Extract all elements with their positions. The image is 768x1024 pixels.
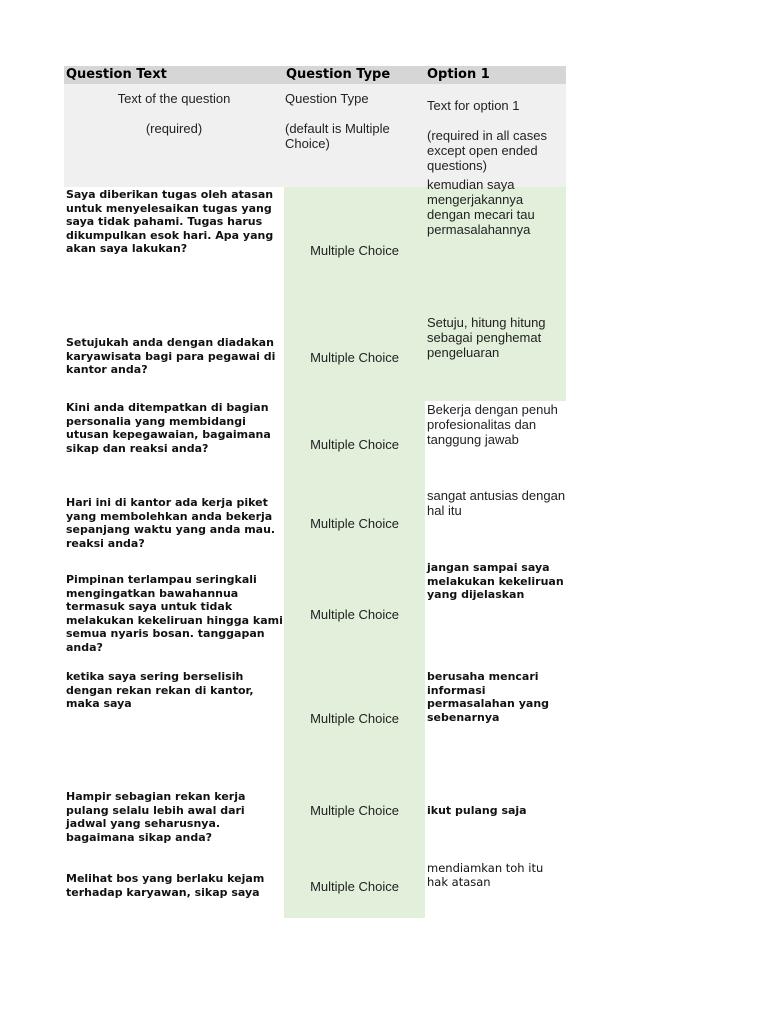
header-row [64,66,566,84]
header-question-text[interactable]: Question Text [66,67,167,82]
question-cell-1[interactable]: Saya diberikan tugas oleh atasan untuk menyelesaikan tugas yang saya tidak pahami. Tugas harus dikumpulkan esok hari. Apa yang akan saya lakukan? [66,188,274,255]
desc-question-text: Text of the question [117,91,231,106]
question-cell-2[interactable]: Setujukah anda dengan diadakan karyawisata bagi para pegawai di kantor anda? [66,336,276,376]
option-cell-1[interactable]: kemudian saya mengerjakannya dengan mecari tau permasalahannya [427,177,535,237]
type-cell-2[interactable]: Multiple Choice [310,350,399,365]
header-question-type[interactable]: Question Type [286,67,391,82]
question-cell-7[interactable]: Hampir sebagian rekan kerja pulang selalu lebih awal dari jadwal yang seharusnya. bagaimana sikap anda? [66,790,246,844]
option-cell-2[interactable]: Setuju, hitung hitung sebagai penghemat pengeluaran [427,315,546,360]
option-cell-3[interactable]: Bekerja dengan penuh profesionalitas dan tanggung jawab [427,402,558,447]
description-row [64,84,566,187]
option-cell-6[interactable]: berusaha mencari informasi permasalahan yang sebenarnya [427,670,550,724]
type-cell-4[interactable]: Multiple Choice [310,516,399,531]
type-cell-8[interactable]: Multiple Choice [310,879,399,894]
desc-option-1-required: (required in all cases except open ended questions) [427,128,547,173]
option-cell-1-clip [425,177,566,247]
option-cell-7[interactable]: ikut pulang saja [427,804,527,817]
question-cell-3[interactable]: Kini anda ditempatkan di bagian personalia yang membidangi utusan kepegawaian, bagaimana sikap dan reaksi anda? [66,401,271,455]
question-cell-8[interactable]: Melihat bos yang berlaku kejam terhadap karyawan, sikap saya [66,872,265,899]
desc-question-type-default: (default is Multiple Choice) [285,121,390,151]
option-cell-8[interactable]: mendiamkan toh itu hak atasan [427,861,544,889]
option-cell-5[interactable]: jangan sampai saya melakukan kekeliruan yang dijelaskan [427,561,564,601]
type-cell-6[interactable]: Multiple Choice [310,711,399,726]
question-cell-4[interactable]: Hari ini di kantor ada kerja piket yang membolehkan anda bekerja sepanjang waktu yang anda mau. reaksi anda? [66,496,276,550]
desc-question-text-required: (required) [145,121,203,136]
type-cell-7[interactable]: Multiple Choice [310,803,399,818]
type-cell-1[interactable]: Multiple Choice [310,243,399,258]
question-cell-5[interactable]: Pimpinan terlampau seringkali mengingatkan bawahannua termasuk saya untuk tidak melakukan kekeliruan hingga kami semua nyaris bosan. tanggapan anda? [66,573,283,654]
desc-option-1: Text for option 1 [427,98,520,113]
option-cell-4[interactable]: sangat antusias dengan hal itu [427,488,566,518]
question-cell-6[interactable]: ketika saya sering berselisih dengan rekan rekan di kantor, maka saya [66,670,254,710]
header-option-1[interactable]: Option 1 [427,67,490,82]
desc-question-type: Question Type [285,91,369,106]
type-cell-3[interactable]: Multiple Choice [310,437,399,452]
type-cell-5[interactable]: Multiple Choice [310,607,399,622]
